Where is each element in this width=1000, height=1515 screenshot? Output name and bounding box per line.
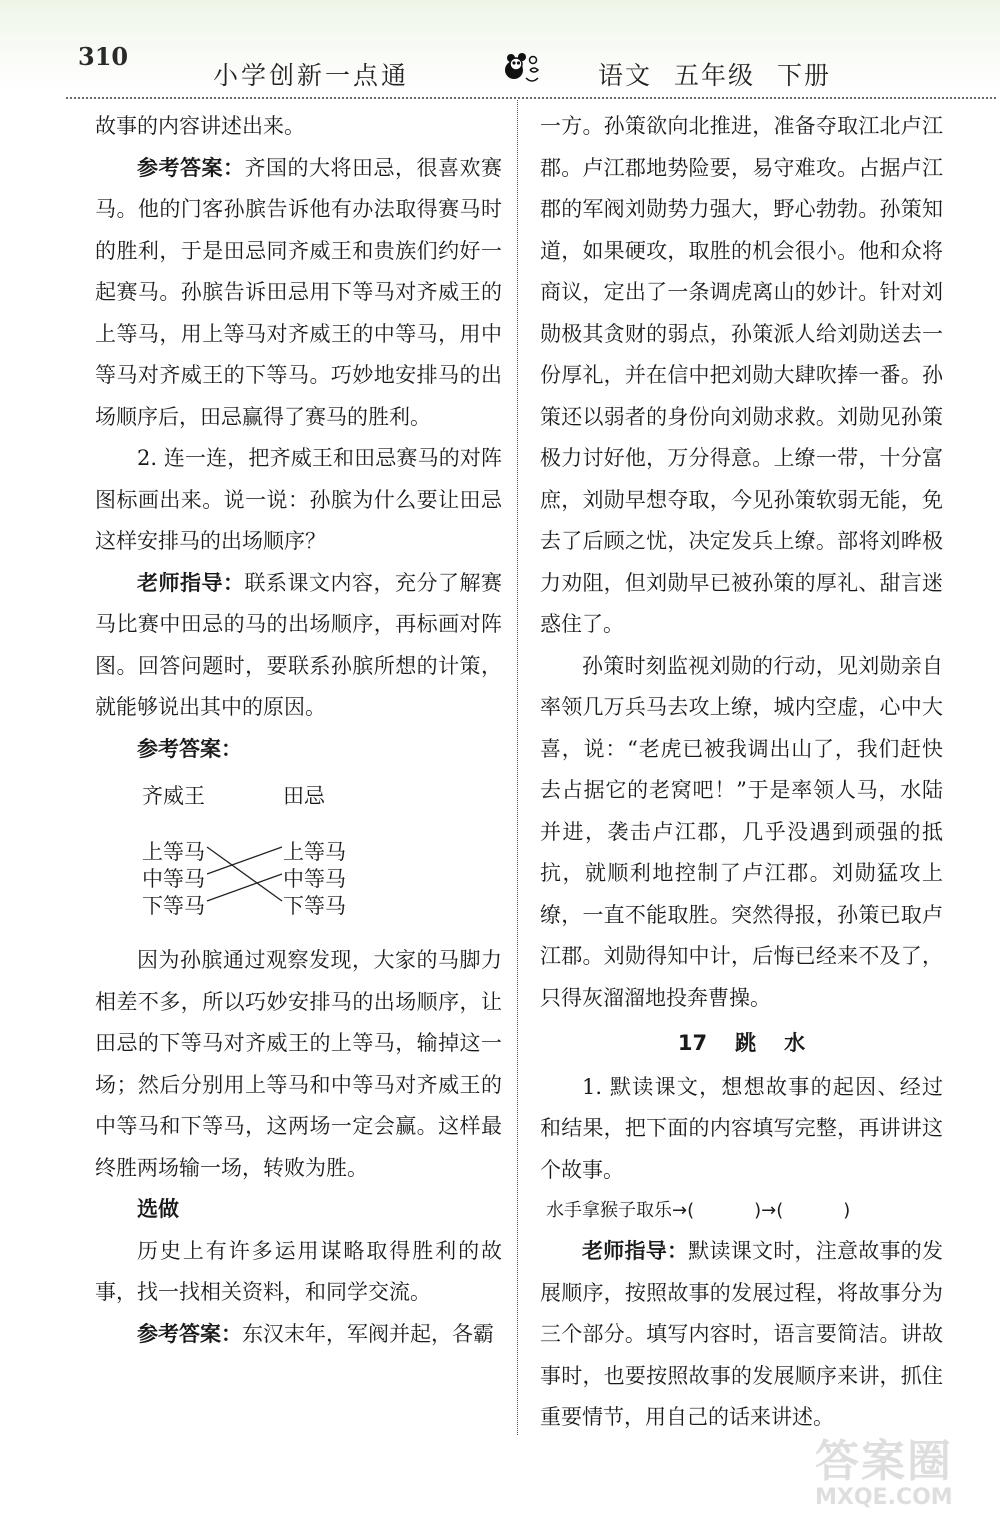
blank-mid: )→( bbox=[754, 1200, 784, 1221]
matching-lines bbox=[95, 770, 395, 940]
match-line bbox=[207, 847, 282, 874]
question-2: 2. 连一连，把齐威王和田忌赛马的对阵图标画出来。说一说：孙膑为什么要让田忌这样安排马的出场顺序？ bbox=[95, 446, 502, 553]
book-title: 小学创新一点通 bbox=[213, 61, 410, 90]
match-right-item: 下等马 bbox=[283, 894, 346, 918]
match-line bbox=[207, 874, 282, 901]
watermark-logo bbox=[815, 1425, 980, 1510]
left-column bbox=[95, 106, 502, 1355]
story-paragraph: 一方。孙策欲向北推进，准备夺取江北卢江郡。卢江郡地势险要，易守难攻。占据卢江郡的军阀刘勋势力强大，野心勃勃。孙策知道，如果硬攻，取胜的机会很小。他和众将商议，定出了一条调虎离山的妙计。针对刘勋极其贪财的弱点，孙策派人给刘勋送去一份厚礼，并在信中把刘勋大肆吹捧一番。孙策还以弱者的身份向刘勋求救。刘勋见孙策极力讨好他，万分得意。上缭一带，十分富庶，刘勋早想夺取，今见孙策软弱无能，免去了后顾之忧，决定发兵上缭。部将刘晔极力劝阻，但刘勋早已被孙策的厚礼、甜言迷惑住了。 bbox=[540, 114, 943, 636]
match-right-item: 上等马 bbox=[283, 840, 346, 864]
answer-paragraph bbox=[95, 1314, 502, 1356]
lesson-number: 17 bbox=[677, 1031, 708, 1055]
page-number: 310 bbox=[78, 42, 129, 71]
fill-in-blanks bbox=[540, 1191, 943, 1231]
answer-label: 参考答案： bbox=[137, 155, 245, 180]
match-line bbox=[207, 847, 282, 901]
answer-text: 东汉末年，军阀并起，各霸 bbox=[242, 1321, 494, 1346]
match-left-header: 齐威王 bbox=[142, 784, 205, 808]
teacher-guide bbox=[95, 563, 502, 729]
guide-text: 默读课文时，注意故事的发展顺序，按照故事的发展过程，将故事分为三个部分。填写内容时，语言要简洁。讲故事时，也要按照故事的发展顺序来讲，抓住重要情节，用自己的话来讲述。 bbox=[540, 1239, 943, 1429]
blank-end: ) bbox=[843, 1200, 851, 1221]
matching-diagram bbox=[95, 770, 502, 940]
subject-grade-volume bbox=[598, 56, 853, 92]
match-right-header: 田忌 bbox=[283, 784, 325, 808]
lesson-title-char: 跳 bbox=[735, 1031, 757, 1055]
grade-label: 五年级 bbox=[674, 61, 756, 90]
lesson-title-char: 水 bbox=[784, 1031, 806, 1055]
volume-label: 下册 bbox=[777, 61, 832, 90]
paragraph: 故事的内容讲述出来。 bbox=[95, 114, 305, 138]
optional-heading: 选做 bbox=[137, 1197, 179, 1221]
guide-label: 老师指导： bbox=[137, 570, 245, 595]
panda-icon bbox=[500, 48, 552, 88]
blank-prefix: 水手拿猴子取乐→( bbox=[546, 1200, 695, 1221]
right-column bbox=[540, 106, 943, 1439]
page-header bbox=[0, 0, 1000, 100]
subject-label: 语文 bbox=[598, 61, 653, 90]
answer-reason: 因为孙膑通过观察发现，大家的马脚力相差不多，所以巧妙安排马的出场顺序，让田忌的下等马对齐威王的上等马，输掉这一场；然后分别用上等马和中等马对齐威王的中等马和下等马，这两场一定会赢。这样最终胜两场输一场，转败为胜。 bbox=[95, 948, 502, 1180]
match-right-item: 中等马 bbox=[283, 867, 346, 891]
guide-label: 老师指导： bbox=[582, 1239, 689, 1263]
answer-heading bbox=[95, 729, 502, 771]
answer-text: 齐国的大将田忌，很喜欢赛马。他的门客孙膑告诉他有办法取得赛马时的胜利，于是田忌同齐威王和贵族们约好一起赛马。孙膑告诉田忌用下等马对齐威王的上等马，用上等马对齐威王的中等马，用中等马对齐威王的下等马。巧妙地安排马的出场顺序后，田忌赢得了赛马的胜利。 bbox=[95, 155, 502, 429]
teacher-guide bbox=[540, 1231, 943, 1439]
optional-task: 历史上有许多运用谋略取得胜利的故事，找一找相关资料，和同学交流。 bbox=[95, 1238, 502, 1304]
guide-text: 联系课文内容，充分了解赛马比赛中田忌的马的出场顺序，再标画对阵图。回答问题时，要联系孙膑所想的计策，就能够说出其中的原因。 bbox=[95, 570, 502, 719]
match-left-item: 下等马 bbox=[142, 894, 205, 918]
answer-label: 参考答案： bbox=[137, 736, 242, 761]
watermark-text: 答案圈 bbox=[815, 1436, 953, 1487]
lesson-title bbox=[540, 1023, 943, 1065]
match-left-item: 上等马 bbox=[142, 840, 205, 864]
match-left-item: 中等马 bbox=[142, 867, 205, 891]
watermark-url: MXQE.COM bbox=[815, 1485, 953, 1510]
story-paragraph: 孙策时刻监视刘勋的行动，见刘勋亲自率领几万兵马去攻上缭，城内空虚，心中大喜，说：“老虎已被我调出山了，我们赶快去占据它的老窝吧！”于是率领人马，水陆并进，袭击卢江郡，几乎没遇到顽强的抵抗，就顺利地控制了卢江郡。刘勋猛攻上缭，一直不能取胜。突然得报，孙策已取卢江郡。刘勋得知中计，后悔已经来不及了，只得灰溜溜地投奔曹操。 bbox=[540, 653, 943, 1010]
column-divider bbox=[517, 100, 518, 1435]
question-1: 1. 默读课文，想想故事的起因、经过和结果，把下面的内容填写完整，再讲讲这个故事。 bbox=[540, 1074, 943, 1182]
header-divider bbox=[66, 97, 996, 99]
answer-paragraph bbox=[95, 148, 502, 439]
answer-label: 参考答案： bbox=[137, 1321, 242, 1346]
